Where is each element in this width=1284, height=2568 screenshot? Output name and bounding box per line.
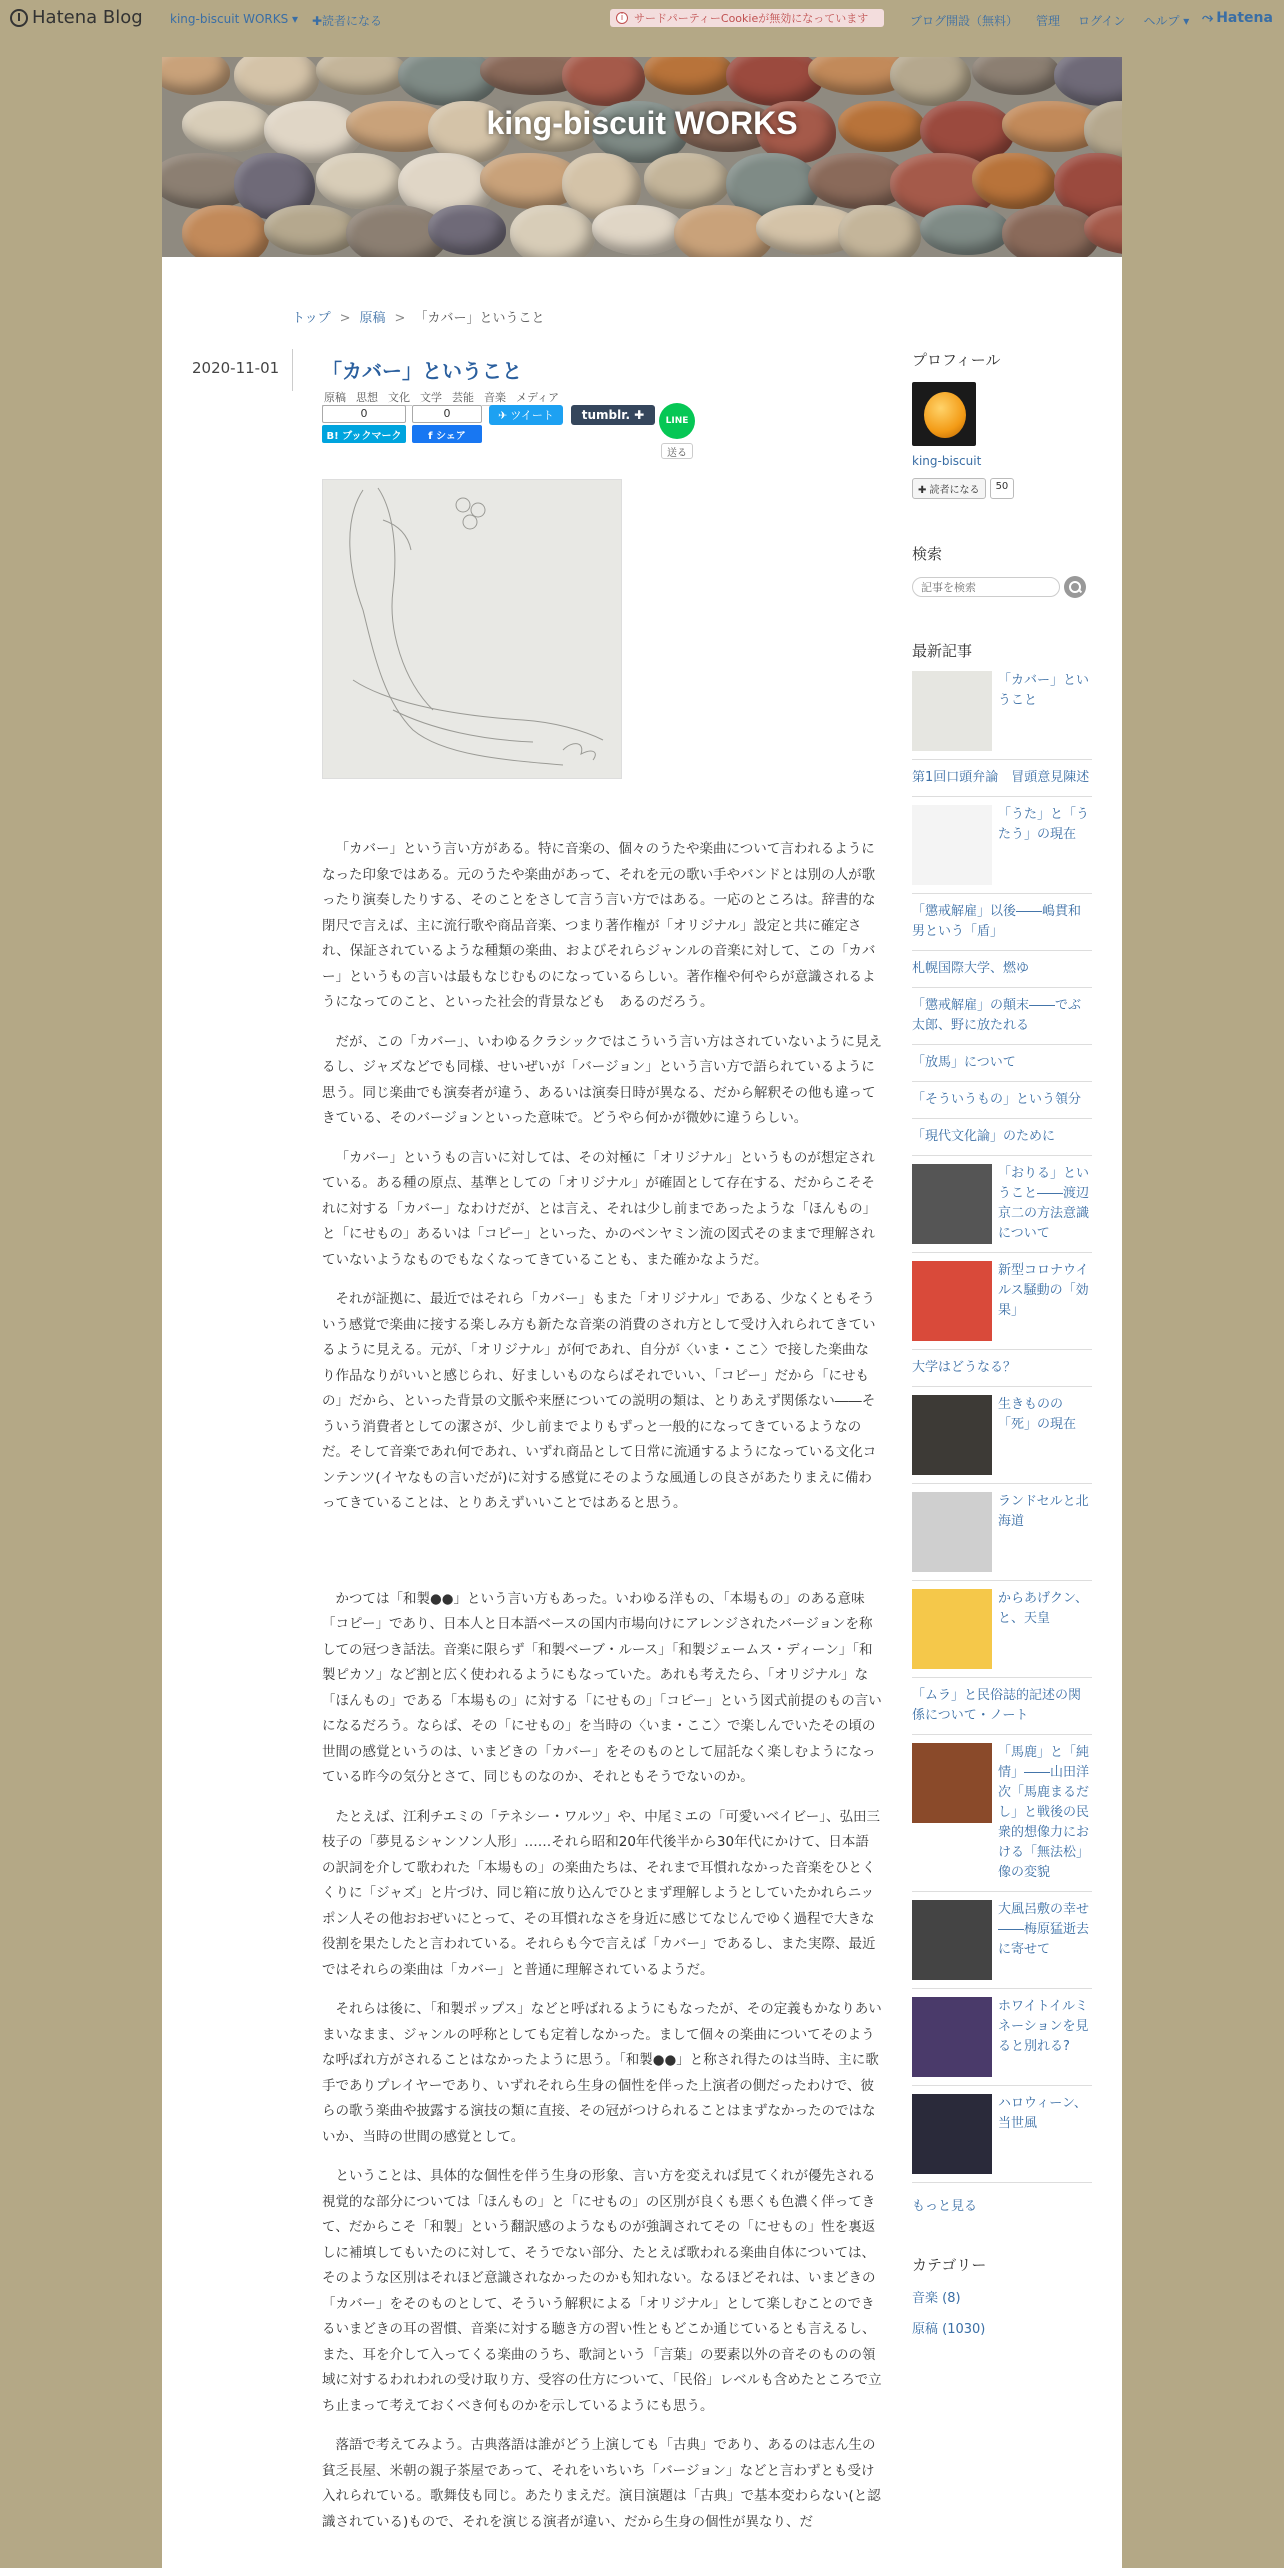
line-button[interactable]: LINE xyxy=(659,403,695,439)
stone-shape xyxy=(920,205,1010,255)
stone-shape xyxy=(838,205,921,257)
entry-body xyxy=(322,837,882,2549)
profile-heading: プロフィール xyxy=(912,351,1001,369)
recent-title[interactable]: 生きものの「死」の現在 xyxy=(998,1397,1077,1432)
body-paragraph: それらは後に、「和製ポップス」などと呼ばれるようにもなったが、その定義もかなりあいまいなまま、ジャンルの呼称としても定着しなかった。まして個々の楽曲についてそのような呼ばれ方がされることはなかったように思う。「和製●●」と称され得たのは当時、主に歌手でありプレイヤーであり、いずれそれら生身の個性を伴った上演者の側だったわけで、彼らの歌う楽曲や披露する演技の類に直接、その冠がつけられることはまずなかったのではないか、当時の世間の感覚として。 xyxy=(322,2001,882,2145)
recent-title[interactable]: 「現代文化論」のために xyxy=(912,1129,1056,1144)
category-tag[interactable]: 原稿 xyxy=(324,391,346,404)
avatar-image xyxy=(924,392,966,438)
account-links xyxy=(910,12,1189,29)
recent-thumbnail[interactable] xyxy=(912,1492,992,1572)
recent-article[interactable] xyxy=(912,663,1092,760)
recent-article[interactable] xyxy=(912,760,1092,797)
recent-thumbnail[interactable] xyxy=(912,1997,992,2077)
recent-title[interactable]: 大風呂敷の幸せ――梅原猛逝去に寄せて xyxy=(998,1902,1090,1957)
login-link[interactable]: ログイン xyxy=(1078,14,1126,28)
twitter-icon: ✈ xyxy=(498,408,508,422)
recent-thumbnail[interactable] xyxy=(912,1589,992,1669)
recent-title[interactable]: ホワイトイルミネーションを見ると別れる? xyxy=(998,1999,1089,2054)
recent-title[interactable]: 「放馬」について xyxy=(912,1055,1016,1070)
sidebar xyxy=(912,349,1092,2349)
breadcrumb-current: 「カバー」ということ xyxy=(414,311,545,326)
facebook-count[interactable]: 0 xyxy=(412,405,482,423)
breadcrumb-category[interactable]: 原稿 xyxy=(359,311,386,326)
bookmark-count[interactable]: 0 xyxy=(322,405,406,423)
search-heading: 検索 xyxy=(912,545,943,563)
subscriber-count[interactable]: 50 xyxy=(990,478,1015,499)
tweet-button[interactable]: ✈ ツイート xyxy=(489,405,563,425)
avatar[interactable] xyxy=(912,382,976,446)
subscribe-link[interactable]: ✚読者になる xyxy=(312,14,383,28)
body-paragraph: 「カバー」というもの言いに対しては、その対極に「オリジナル」というものが想定されている。ある種の原点、基準としての「オリジナル」が確固として存在する、だからこそそれに対する「カバー」なわけだが、とは言え、それは少し前まであったような「ほんもの」と「にせもの」あるいは「コピー」といった、かのベンヤミン流の図式そのままで理解されていないようなものでもなくなってきていることも、また確かなようだ。 xyxy=(322,1149,877,1268)
recent-list xyxy=(912,663,1092,2183)
stone-shape xyxy=(644,153,730,209)
main-container xyxy=(162,257,1122,2568)
search-form xyxy=(912,576,1092,598)
recent-title[interactable]: 「懲戒解雇」の顛末――でぶ太郎、野に放たれる xyxy=(912,998,1082,1033)
hatena-bookmark-share xyxy=(322,405,406,443)
recent-article[interactable] xyxy=(912,988,1092,1045)
stone-shape xyxy=(316,153,404,209)
stone-shape xyxy=(644,57,734,95)
line-drawing xyxy=(323,480,622,779)
stone-shape xyxy=(264,205,358,255)
breadcrumb: トップ > 原稿 > 「カバー」ということ xyxy=(292,311,545,326)
stone-shape xyxy=(562,57,645,106)
recent-thumbnail[interactable] xyxy=(912,1743,992,1823)
recent-article[interactable] xyxy=(912,1735,1092,1892)
recent-thumbnail[interactable] xyxy=(912,1164,992,1244)
search-icon[interactable] xyxy=(1064,576,1086,598)
entry-title[interactable]: 「カバー」ということ xyxy=(322,359,522,383)
recent-thumbnail[interactable] xyxy=(912,2094,992,2174)
admin-link[interactable]: 管理 xyxy=(1036,14,1061,28)
stone-shape xyxy=(972,153,1056,209)
more-link[interactable]: もっと見る xyxy=(912,2199,978,2214)
body-paragraph: 落語で考えてみよう。古典落語は誰がどう上演しても「古典」であり、あるのは志ん生の貧乏長屋、米朝の親子茶屋であって、それをいちいち「バージョン」などと言わずとも受け入れられている。歌舞伎も同じ。あたりまえだ。演目演題は「古典」で基本変わらない(と認識されている)もので、それを演じる演者が違い、だから生身の個性が異なり、だ xyxy=(322,2437,881,2530)
entry-date[interactable]: 2020-11-01 xyxy=(192,359,280,377)
help-link[interactable]: ヘルプ ▾ xyxy=(1143,14,1190,28)
hatena-topbar xyxy=(0,0,1284,38)
recent-title[interactable]: ランドセルと北海道 xyxy=(998,1494,1089,1529)
recent-thumbnail[interactable] xyxy=(912,1395,992,1475)
body-paragraph: かつては「和製●●」という言い方もあった。いわゆる洋もの、「本場もの」のある意味「コピー」であり、日本人と日本語ベースの国内市場向けにアレンジされたバージョンを称しての冠つき話法。音楽に限らず「和製ベーブ・ルース」「和製ジェームス・ディーン」「和製ピカソ」など割と広く使われるようにもなっていた。あれも考えたら、「オリジナル」な「ほんもの」である「本場もの」に対する「にせもの」「コピー」という図式前提のもの言いになるだろう。ならば、その「にせもの」を当時の〈いま・ここ〉で楽しんでいたその頃の世間の感覚というのは、いまどきの「カバー」をそのものとして屈託なく楽しむようになっている昨今の気分とさて、同じものなのか、それともそうでないのか。 xyxy=(322,1590,882,1785)
recent-title[interactable]: 「おりる」ということ――渡辺京二の方法意識について xyxy=(998,1166,1090,1241)
recent-article[interactable] xyxy=(912,1989,1092,2086)
send-button[interactable]: 送る xyxy=(661,443,693,459)
subscribe-button[interactable]: ✚ 読者になる xyxy=(912,478,986,499)
category-tag[interactable]: 芸能 xyxy=(452,391,474,404)
hatena-blog-logo[interactable]: Hatena Blog xyxy=(10,7,143,28)
category-tag[interactable]: 音楽 xyxy=(484,391,506,404)
subscribe-row xyxy=(912,478,1092,499)
stone-shape xyxy=(592,205,684,255)
recent-article[interactable] xyxy=(912,1892,1092,1989)
recent-title[interactable]: 新型コロナウイルス騒動の「効果」 xyxy=(998,1263,1089,1318)
recent-article[interactable] xyxy=(912,2086,1092,2183)
entry-illustration[interactable] xyxy=(322,479,622,779)
recent-heading: 最新記事 xyxy=(912,642,973,660)
body-paragraph: だが、この「カバー」、いわゆるクラシックではこういう言い方はされていないように見えるし、ジャズなどでも同様、せいぜいが「バージョン」という言い方で語られているように思う。同じ楽曲でも演奏者が違う、あるいは演奏日時が異なる、だから解釈その他も違ってきている、そのバージョンといった意味で。どうやら何かが微妙に違うらしい。 xyxy=(322,1033,882,1126)
category-link[interactable]: 音楽 (8) xyxy=(912,2291,961,2306)
recent-article[interactable] xyxy=(912,1484,1092,1581)
recent-title[interactable]: 第1回口頭弁論 冒頭意見陳述 xyxy=(912,770,1090,785)
body-paragraph: 「カバー」という言い方がある。特に音楽の、個々のうたや楽曲について言われるようになった印象ではある。元のうたや楽曲があって、それを元の歌い手やバンドとは別の人が歌ったり演奏したりする、そのことをさして言う言い方ではある。一応のところは。辞書的な閉尺で言えば、主に流行歌や商品音楽、つまり著作権が「オリジナル」設定と共に確定され、保証されているような種類の楽曲、およびそれらジャンルの音楽に対して、この「カバー」というもの言いは最もなじむものになっているらしい。著作権や何やらが意識されるようになってのこと、といった社会的背景なども あるのだろう。 xyxy=(322,841,876,1010)
recent-thumbnail[interactable] xyxy=(912,671,992,751)
hatena-mark-icon: ⤳ xyxy=(1202,10,1214,26)
recent-article[interactable] xyxy=(912,1045,1092,1082)
bookmark-button[interactable]: B! ブックマーク xyxy=(322,425,406,443)
recent-article[interactable] xyxy=(912,1082,1092,1119)
body-paragraph: たとえば、江利チエミの「テネシー・ワルツ」や、中尾ミエの「可愛いベイビー」、弘田三枝子の「夢見るシャンソン人形」……それら昭和20年代後半から30年代にかけて、日本語の訳詞を介して歌われた「本場もの」の楽曲たちは、それまで耳慣れなかった音楽をひとくくりに「ジャズ」と片づけ、同じ箱に放り込んでひとまず理解しようとしていたかれらニッポン人その他おおぜいにとって、その耳慣れなさを身近に感じてなじんでゆく過程で大きな役割を果たしたと言われている。それらも今で言えば「カバー」であるし、また実際、最近ではそれらの楽曲は「カバー」と普通に理解されているようだ。 xyxy=(322,1808,880,1978)
stone-shape xyxy=(1054,57,1122,106)
entry-categories xyxy=(322,389,561,406)
blog-menu[interactable]: king-biscuit WORKS ▾ xyxy=(170,12,299,26)
recent-title[interactable]: 大学はどうなる？ xyxy=(912,1360,1017,1375)
stone-shape xyxy=(234,57,319,106)
blog-header xyxy=(162,57,1122,257)
body-paragraph: それが証拠に、最近ではそれら「カバー」もまた「オリジナル」である、少なくともそういう感覚で楽曲に接する楽しみ方も新たな音楽の消費のされ方として受け入れられてきているように見える。元が、「オリジナル」が何であれ、自分が〈いま・ここ〉で接した楽曲なり作品なりがいいと感じられ、好ましいものならばそれでいい、「コピー」だから「にせもの」だから、といった背景の文脈や来歴についての説明の類は、とりあえず関係ない――そういう消費者としての潔さが、少し前までよりもずっと一般的になってきているようなのだ。そして音楽であれ何であれ、いずれ商品として日常に流通するようになっている文化コンテンツ(イヤなもの言いだが)に対する感覚にそのような風通しの良さがあたりまえに備わってきていることは、とりあえずいいことではあると思う。 xyxy=(322,1291,877,1511)
recent-article[interactable] xyxy=(912,951,1092,988)
recent-thumbnail[interactable] xyxy=(912,805,992,885)
recent-title[interactable]: 「カバー」ということ xyxy=(998,673,1090,708)
breadcrumb-top[interactable]: トップ xyxy=(292,311,331,326)
recent-title[interactable]: 「そういうもの」という領分 xyxy=(912,1092,1082,1107)
recent-article[interactable] xyxy=(912,1253,1092,1350)
stone-shape xyxy=(428,205,506,255)
create-blog-link[interactable]: ブログ開設（無料） xyxy=(910,14,1019,28)
stone-shape xyxy=(972,57,1060,95)
recent-article[interactable] xyxy=(912,1156,1092,1253)
recent-article[interactable] xyxy=(912,1678,1092,1735)
category-tag[interactable]: メディア xyxy=(516,391,560,404)
recent-title[interactable]: 「ムラ」と民俗誌的記述の関係について・ノート xyxy=(912,1688,1082,1723)
stone-shape xyxy=(316,57,408,95)
stone-shape xyxy=(510,205,595,257)
category-link[interactable]: 原稿 (1030) xyxy=(912,2322,986,2337)
recent-thumbnail[interactable] xyxy=(912,1261,992,1341)
recent-thumbnail[interactable] xyxy=(912,1900,992,1980)
category-tag[interactable]: 文化 xyxy=(388,391,410,404)
cookie-notice[interactable]: i サードパーティーCookieが無効になっています xyxy=(610,9,884,27)
tumblr-button[interactable]: tumblr. ✚ xyxy=(571,405,655,425)
category-heading: カテゴリー xyxy=(912,2256,987,2274)
recent-title[interactable]: からあげクン、と、天皇 xyxy=(998,1591,1088,1626)
recent-title[interactable]: 札幌国際大学、燃ゆ xyxy=(912,961,1030,976)
recent-article[interactable] xyxy=(912,1119,1092,1156)
recent-title[interactable]: 「馬鹿」と「純情」――山田洋次「馬鹿まるだし」と戦後の民衆的想像力における「無法松」像の変貌 xyxy=(998,1745,1090,1880)
stone-shape xyxy=(182,205,269,257)
info-icon: i xyxy=(616,12,628,24)
stone-shape xyxy=(162,57,230,95)
search-input[interactable] xyxy=(912,577,1060,597)
facebook-share-button[interactable]: f シェア xyxy=(412,425,482,443)
recent-title[interactable]: 「うた」と「うたう」の現在 xyxy=(998,807,1090,842)
recent-title[interactable]: 「懲戒解雇」以後――嶋貫和男という「盾」 xyxy=(912,904,1082,939)
category-tag[interactable]: 文学 xyxy=(420,391,442,404)
facebook-share xyxy=(412,405,482,443)
blog-title[interactable]: king-biscuit WORKS xyxy=(486,105,798,141)
recent-article[interactable] xyxy=(912,894,1092,951)
hatena-logo[interactable]: ⤳ Hatena xyxy=(1202,10,1273,26)
stone-shape xyxy=(890,57,971,106)
recent-article[interactable] xyxy=(912,1387,1092,1484)
recent-title[interactable]: ハロウィーン、当世風 xyxy=(998,2096,1087,2131)
recent-article[interactable] xyxy=(912,797,1092,894)
profile-name[interactable]: king-biscuit xyxy=(912,454,982,468)
recent-article[interactable] xyxy=(912,1350,1092,1387)
body-paragraph: ということは、具体的な個性を伴う生身の形象、言い方を変えれば見てくれが優先される視覚的な部分については「ほんもの」と「にせもの」の区別が良くも悪くも色濃く伴ってきて、だからこそ「和製」という翻訳感のようなものが強調されてその「にせもの」性を裏返しに補填してもいたのに対して、そうでない部分、たとえば歌われる楽曲自体については、そのような区別はそれほど意識されなかったのかも知れない。なるほどそれは、いまどきの「カバー」をそのものとして、そういう解釈による「オリジナル」として楽しむことのできるいまどきの耳の習慣、音楽に対する聴き方の習い性ともどこか通じているとも言えるし、また、耳を介して入ってくる楽曲のうち、歌詞という「言葉」の要素以外の音そのものの領域に対するわれわれの受け取り方、受容の仕方について、「民俗」レベルも含めたところで立ち止まって考えておくべき何ものかを示しているようにも思う。 xyxy=(322,2168,882,2414)
hatena-logo-icon xyxy=(10,9,28,27)
recent-article[interactable] xyxy=(912,1581,1092,1678)
divider xyxy=(292,349,293,391)
category-tag[interactable]: 思想 xyxy=(356,391,378,404)
